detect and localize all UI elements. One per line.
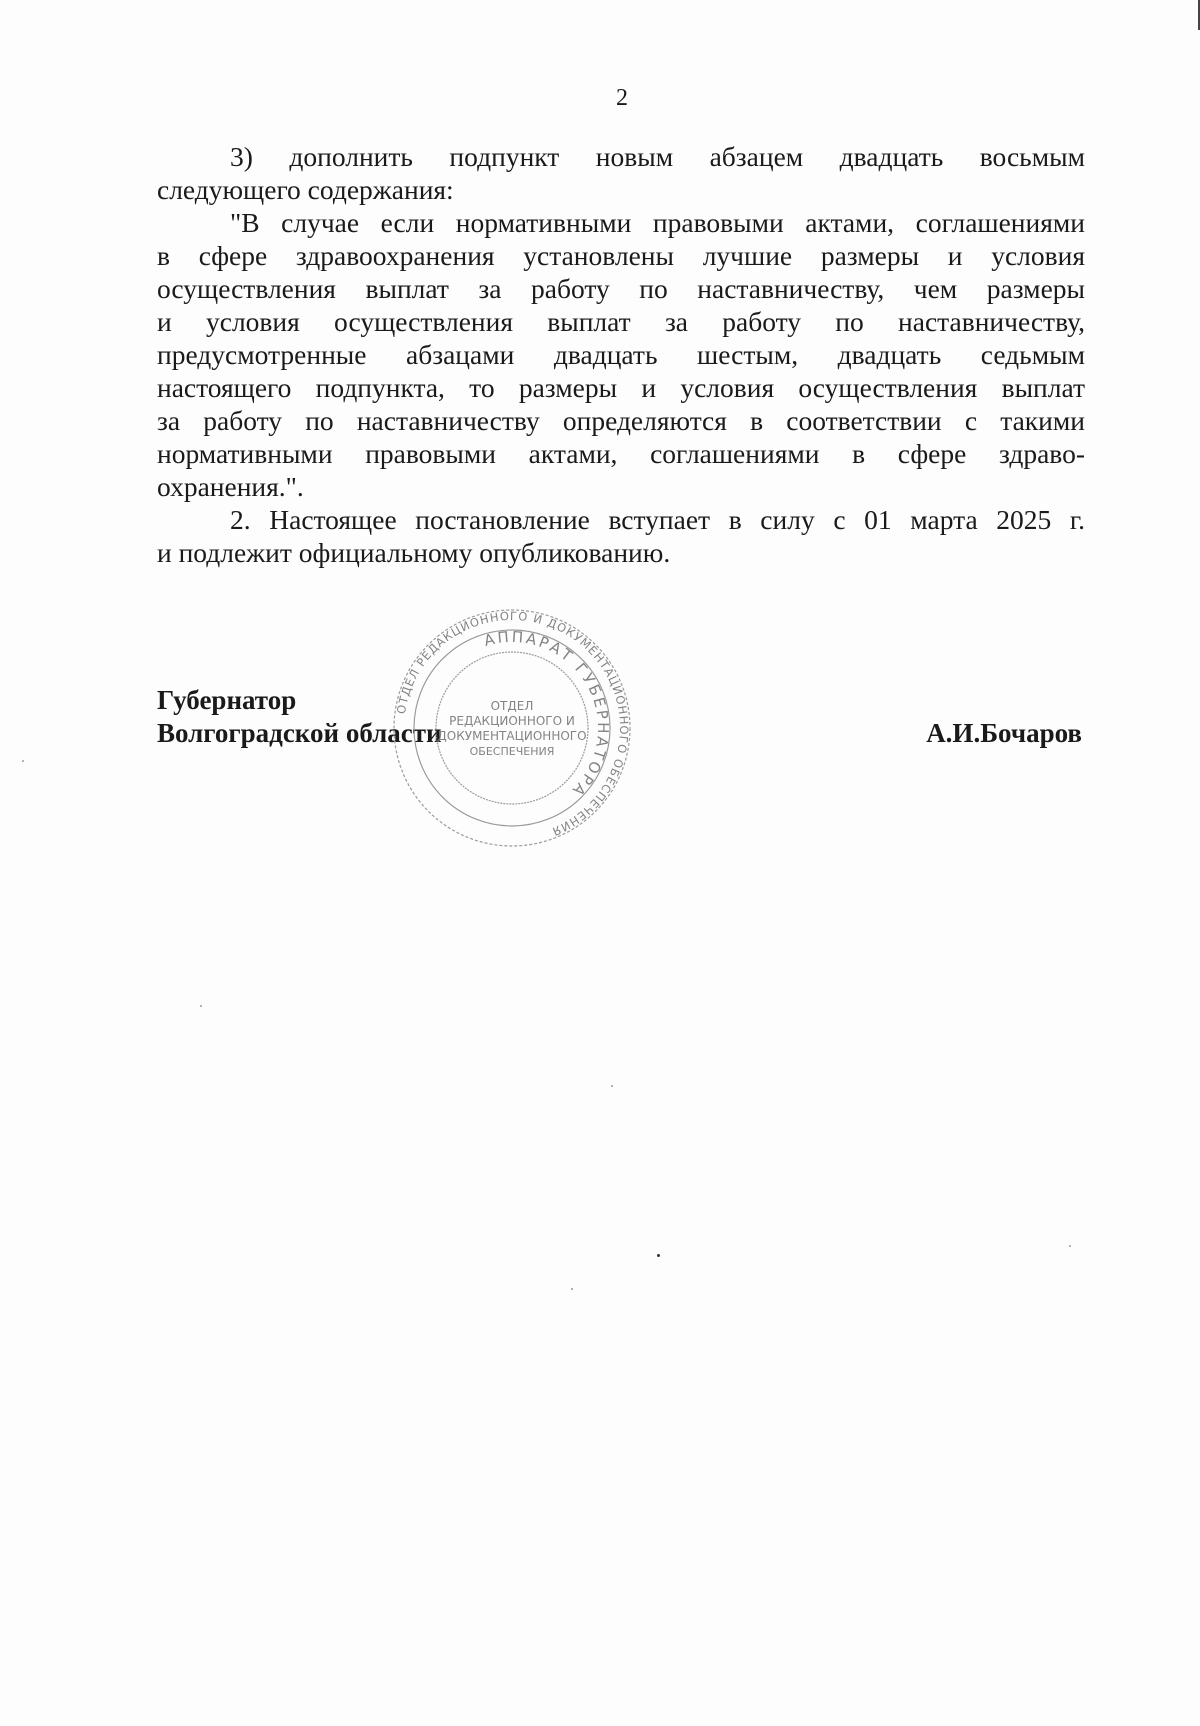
scan-speck — [200, 1005, 202, 1007]
text-line: следующего содержания: — [157, 174, 454, 205]
text-line: предусмотренные абзацами двадцать шестым, двадцать седьмым — [157, 339, 1085, 370]
text-line: осуществления выплат за работу по наставничеству, чем размеры — [157, 273, 1085, 304]
signatory-position: Губернатор — [157, 685, 297, 715]
scan-speck — [657, 1254, 660, 1257]
stamp-outer-text: ОТДЕЛ РЕДАКЦИОННОГО И ДОКУМЕНТАЦИОННОГО ОБЕСПЕЧЕНИЯ — [393, 608, 632, 840]
paragraph-item-3 — [157, 140, 1085, 206]
text-line: 2. Настоящее постановление вступает в силу с 01 марта 2025 г. — [230, 504, 1085, 535]
scan-speck — [571, 1288, 573, 1290]
paragraph-2 — [157, 503, 1085, 569]
scan-speck — [1069, 1245, 1071, 1247]
signatory-name: А.И.Бочаров — [926, 718, 1082, 748]
stamp-inner-text: АППАРАТ ГУБЕРНАТОРА — [482, 627, 613, 801]
text-line: охранения.". — [157, 471, 304, 502]
stamp-center-line: ОБЕСПЕЧЕНИЯ — [469, 745, 555, 758]
text-line: и подлежит официальному опубликованию. — [157, 537, 671, 568]
stamp-center-line: ДОКУМЕНТАЦИОННОГО — [437, 729, 587, 743]
official-stamp — [392, 608, 632, 848]
stamp-center-line: ОТДЕЛ — [490, 699, 534, 713]
stamp-center-line: РЕДАКЦИОННОГО И — [449, 714, 575, 728]
document-body — [157, 140, 1085, 569]
quoted-paragraph — [157, 206, 1085, 503]
signatory-region: Волгоградской области — [157, 718, 442, 748]
text-line: 3) дополнить подпункт новым абзацем двадцать восьмым — [230, 141, 1085, 172]
page-number: 2 — [616, 85, 628, 111]
text-line: и условия осуществления выплат за работу по наставничеству, — [157, 306, 1085, 337]
text-line: за работу по наставничеству определяются в соответствии с такими — [157, 405, 1085, 436]
text-line: настоящего подпункта, то размеры и условия осуществления выплат — [157, 372, 1085, 403]
text-line: в сфере здравоохранения установлены лучшие размеры и условия — [157, 240, 1085, 271]
scan-speck — [611, 1085, 613, 1087]
text-line: "В случае если нормативными правовыми актами, соглашениями — [230, 207, 1085, 238]
text-line: нормативными правовыми актами, соглашениями в сфере здраво- — [157, 438, 1085, 469]
scan-speck — [22, 760, 24, 762]
